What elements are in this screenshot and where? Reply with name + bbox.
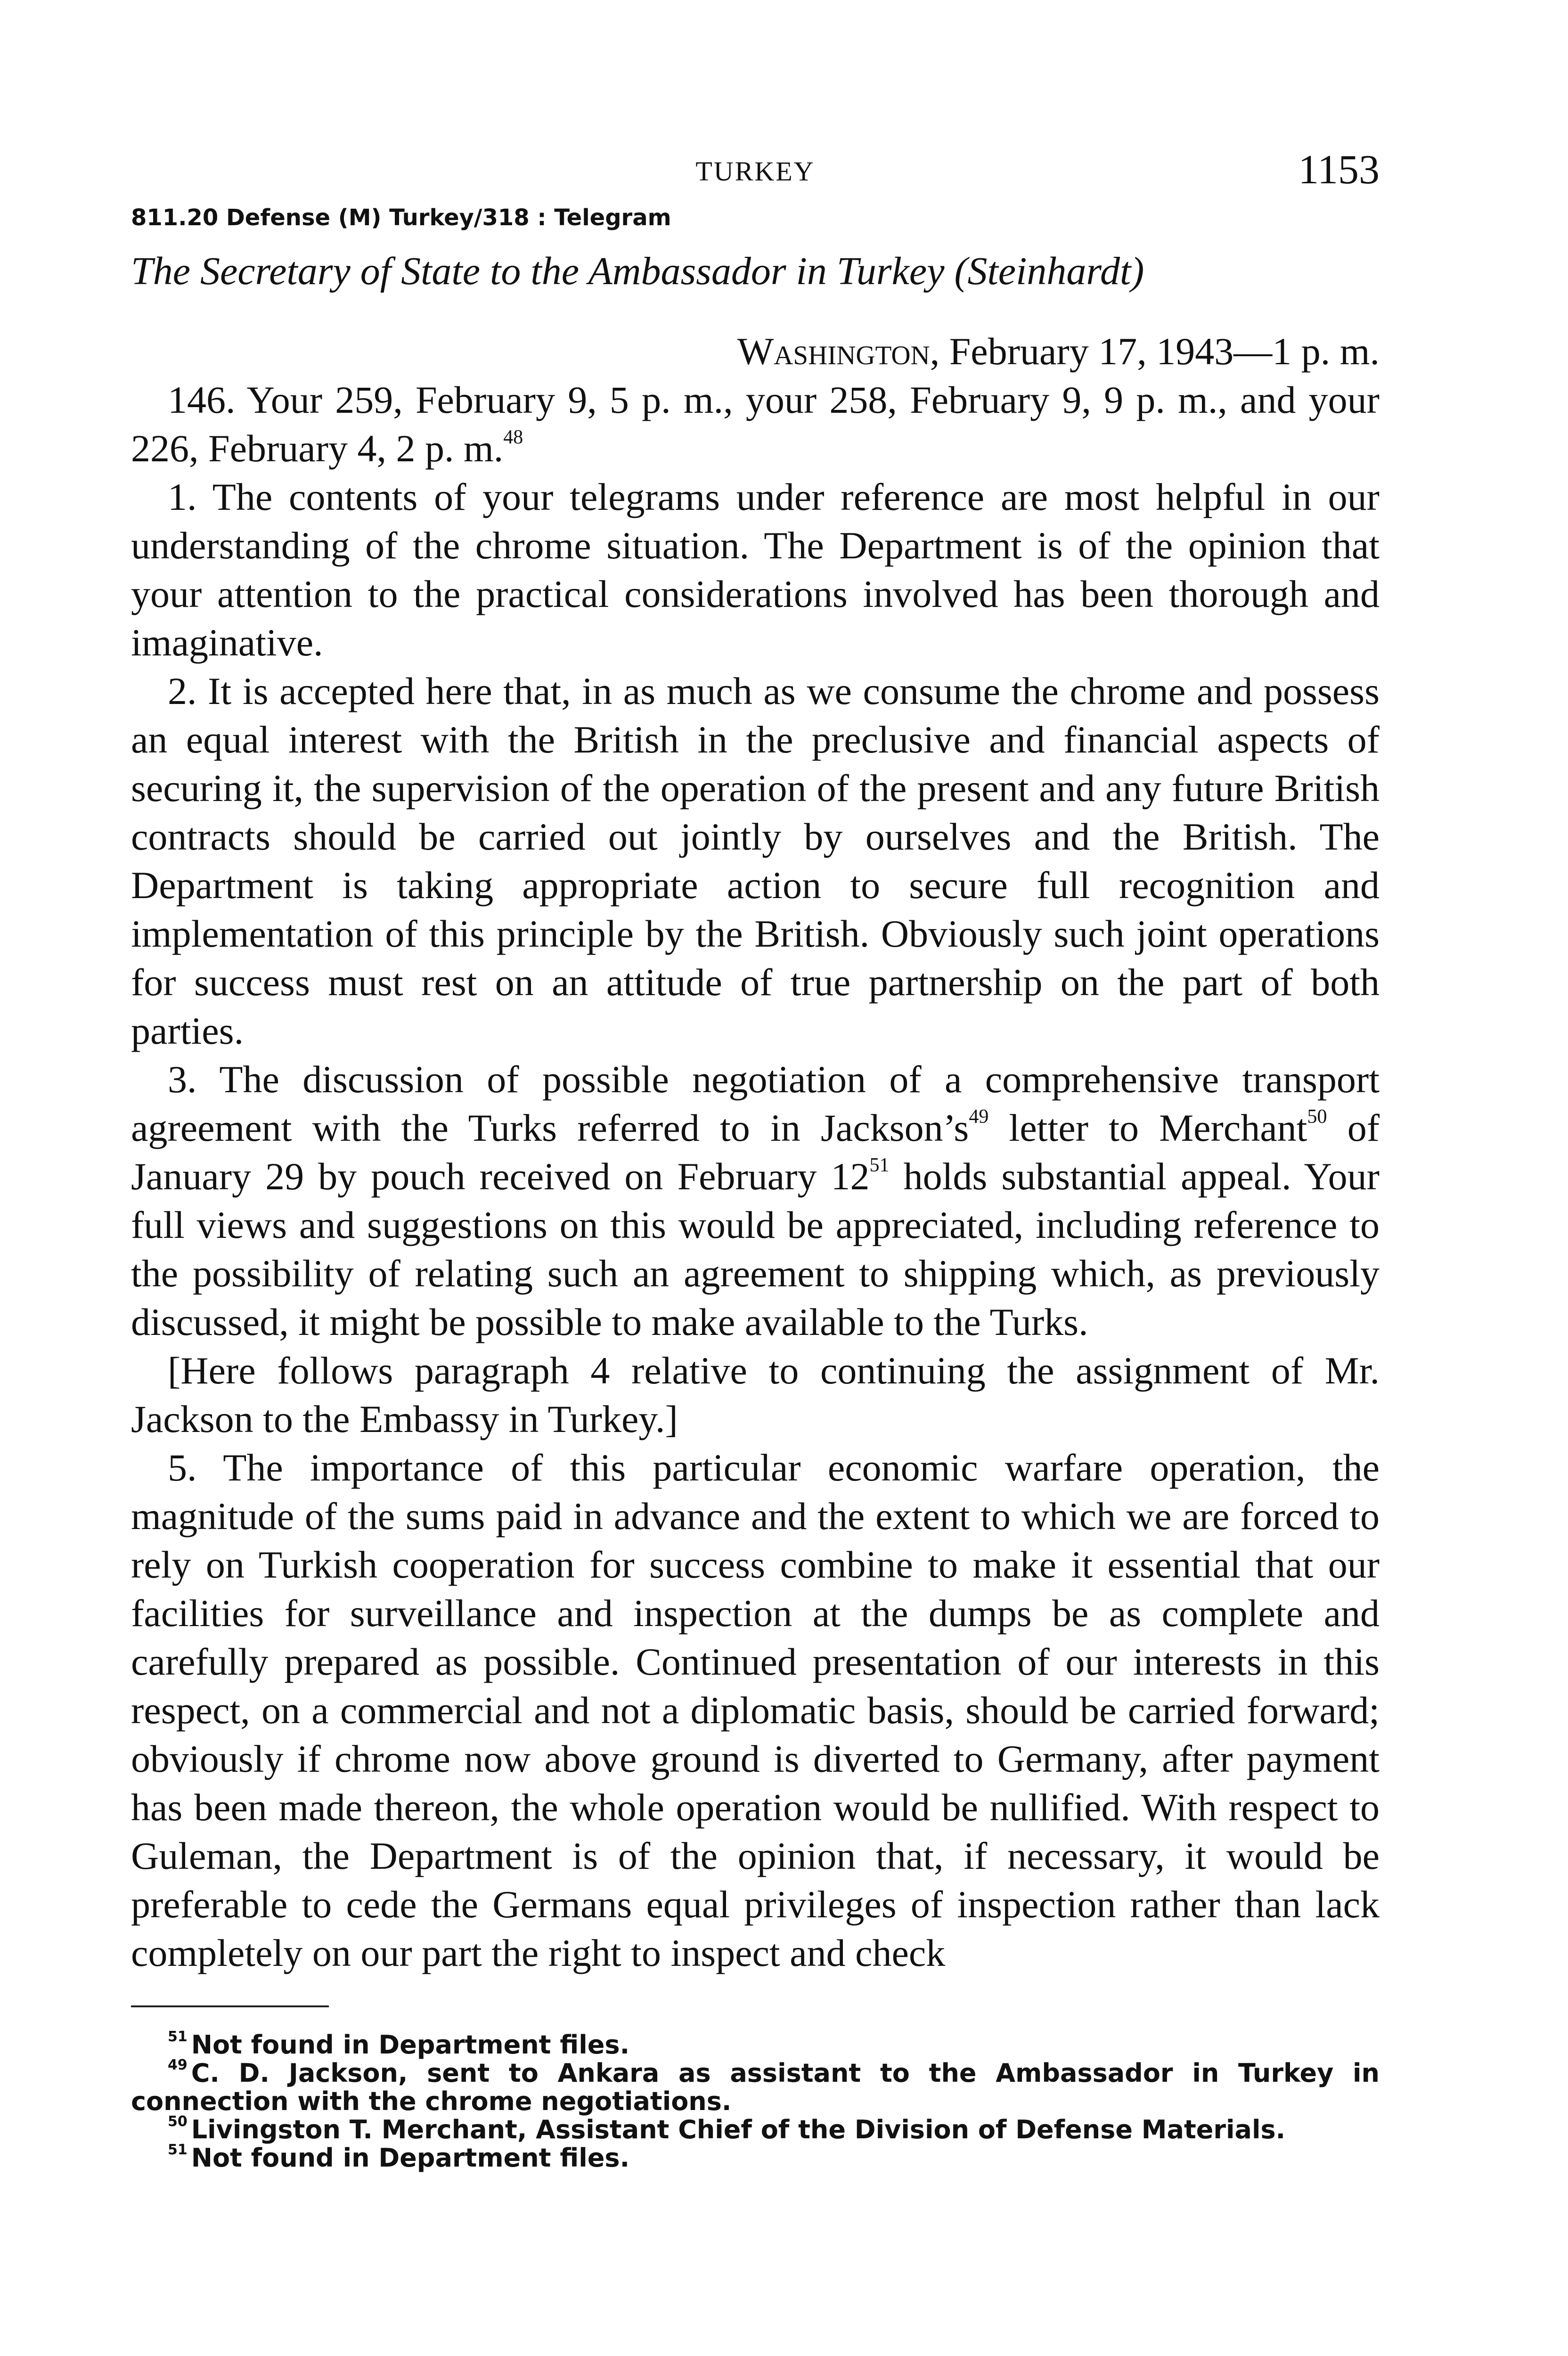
footnote-ref: 51	[869, 1154, 890, 1176]
footnote-text: Livingston T. Merchant, Assistant Chief of the Division of Defense Materials.	[191, 2114, 1286, 2144]
footnote-text: C. D. Jackson, sent to Ankara as assistant to the Ambassador in Turkey in connection with the chrome negotiations.	[131, 2058, 1380, 2116]
document-page	[131, 141, 1380, 2172]
paragraph-1: 1. The contents of your telegrams under reference are most helpful in our understanding of the chrome situation. The Department is of the opinion that your attention to the practical considerations involved has been thorough and imaginative.	[131, 475, 1380, 664]
file-reference: 811.20 Defense (M) Turkey/318 : Telegram	[131, 205, 671, 231]
footnote-text: Not found in Department files.	[191, 2143, 630, 2173]
dateline-place: Washington,	[737, 329, 940, 373]
paragraph-5: 5. The importance of this particular economic warfare operation, the magnitude of the sums paid in advance and the extent to which we are forced to rely on Turkish cooperation for success combine to make it essential that our facilities for surveillance and inspection at the dumps be as complete and carefully prepared as possible. Continued presentation of our interests in this respect, on a commercial and not a diplomatic basis, should be carried forward; obviously if chrome now above ground is diverted to Germany, after payment has been made thereon, the whole operation would be nullified. With respect to Guleman, the Department is of the opinion that, if necessary, it would be preferable to cede the Germans equal privileges of inspection rather than lack completely on our part the right to inspect and check	[131, 1446, 1380, 1974]
paragraph-text: letter to Merchant	[988, 1106, 1307, 1149]
paragraph-text: holds substantial appeal. Your full views and suggestions on this would be appreciated, including reference to the possibility of relating such an agreement to shipping which, as previously discussed, it might be possible to make available to the Turks.	[131, 1154, 1380, 1343]
footnote-text: Not found in Department files.	[191, 2029, 630, 2060]
paragraph-4-editorial-note: [Here follows paragraph 4 relative to continuing the assignment of Mr. Jackson to the Embassy in Turkey.]	[131, 1349, 1380, 1440]
paragraph-text: 3. The discussion of possible negotiation of a comprehensive transport agreement with the Turks referred to in Jackson’s	[131, 1057, 1380, 1149]
footnotes	[131, 2028, 1380, 2173]
footnote-ref: 49	[969, 1105, 989, 1128]
footnote-marker: 49	[168, 2056, 188, 2073]
footnote	[131, 2028, 1380, 2060]
footnote-marker: 51	[168, 2028, 188, 2045]
paragraph-text: of January 29 by pouch received on February 12	[131, 1106, 1380, 1198]
dateline-date: February 17, 1943—1 p. m.	[949, 329, 1380, 373]
page-number: 1153	[1298, 147, 1380, 193]
footnote-divider	[131, 2005, 329, 2007]
footnote-marker: 51	[168, 2141, 188, 2158]
paragraph-reference	[131, 376, 1380, 473]
dateline	[131, 329, 1380, 374]
document-title: The Secretary of State to the Ambassador in Turkey (Steinhardt)	[131, 249, 1144, 293]
footnote-marker: 50	[168, 2113, 188, 2130]
running-head: TURKEY	[695, 156, 815, 187]
footnote	[131, 2056, 1380, 2116]
paragraph-2: 2. It is accepted here that, in as much as we consume the chrome and possess an equal interest with the British in the preclusive and financial aspects of securing it, the supervision of the operation of the present and any future British contracts should be carried out jointly by ourselves and the British. The Department is taking appropriate action to secure full recognition and implementation of this principle by the British. Obviously such joint operations for success must rest on an attitude of true partnership on the part of both parties.	[131, 669, 1380, 1052]
telegram-body	[131, 376, 1380, 1977]
footnote	[131, 2113, 1380, 2144]
paragraph-text: 146. Your 259, February 9, 5 p. m., your 258, February 9, 9 p. m., and your 226, February 4, 2 p. m.	[131, 378, 1380, 470]
footnote	[131, 2141, 1380, 2173]
page-header	[131, 141, 1380, 198]
footnote-ref: 50	[1307, 1105, 1327, 1128]
paragraph-3	[131, 1055, 1380, 1346]
footnote-ref: 48	[503, 426, 523, 448]
